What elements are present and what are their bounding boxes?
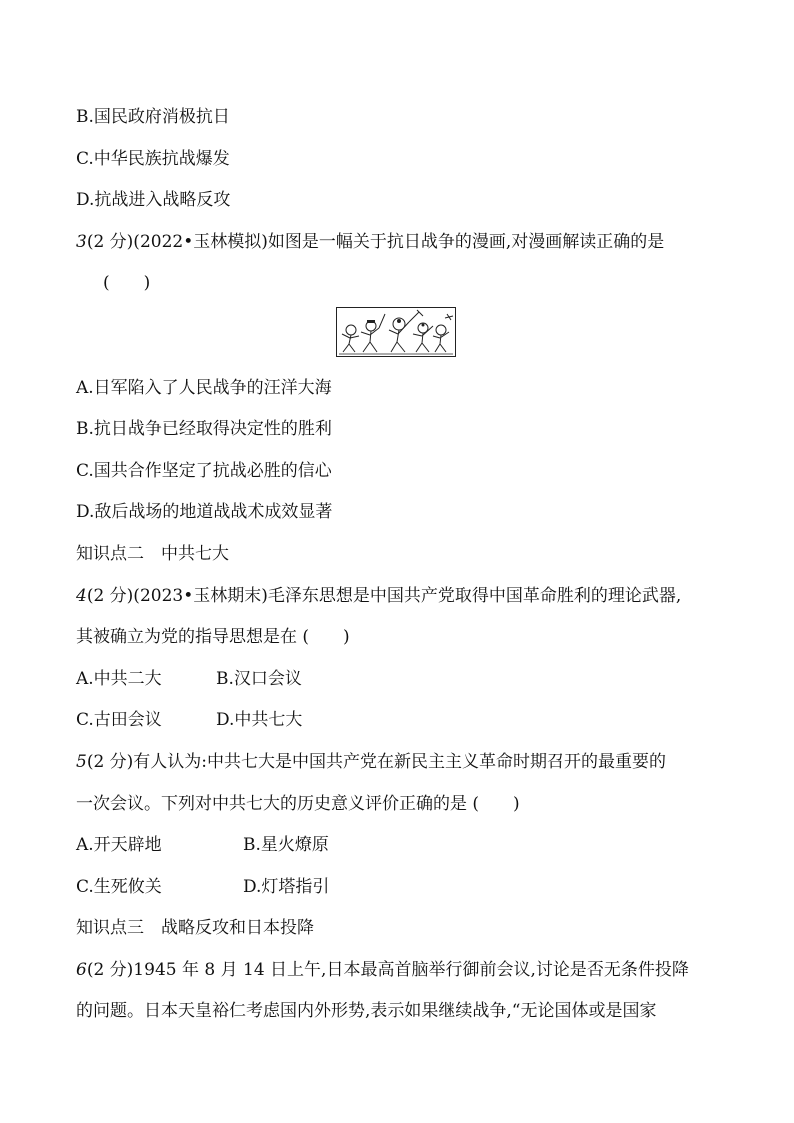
option-d-q4: D.中共七大 [216,710,303,730]
question-6 [76,959,689,981]
section-heading-2: 知识点二 中共七大 [76,544,229,564]
question-text: (2 分)(2022•玉林模拟)如图是一幅关于抗日战争的漫画,对漫画解读正确的是 [86,232,665,252]
question-text: (2 分)(2023•玉林期末)毛泽东思想是中国共产党取得中国革命胜利的理论武器, [86,586,682,606]
option-d-q2: D.抗战进入战略反攻 [76,190,231,210]
answer-paren-q4: ( ) [302,627,350,647]
option-a-q5: A.开天辟地 [76,835,162,855]
question-number: 6 [76,960,87,980]
option-d-q3: D.敌后战场的地道战战术成效显著 [76,502,333,522]
option-d-q5: D.灯塔指引 [243,877,330,897]
option-c-q2: C.中华民族抗战爆发 [76,149,230,169]
option-c-q3: C.国共合作坚定了抗战必胜的信心 [76,461,332,481]
question-text: 其被确立为党的指导思想是在 [76,627,297,647]
cartoon-drawing [337,308,455,356]
question-number: 4 [76,586,87,606]
question-number: 5 [76,752,87,772]
question-number: 3 [76,232,87,252]
question-3 [76,231,664,253]
option-b-q2: B.国民政府消极抗日 [76,107,230,127]
question-text: 一次会议。下列对中共七大的历史意义评价正确的是 [76,794,467,814]
question-text: (2 分)有人认为:中共七大是中国共产党在新民主主义革命时期召开的最重要的 [86,752,667,772]
question-text: (2 分)1945 年 8 月 14 日上午,日本最高首脑举行御前会议,讨论是否无条件投降 [86,960,689,980]
option-b-q5: B.星火燎原 [243,835,329,855]
option-a-q4: A.中共二大 [76,669,162,689]
question-4 [76,585,681,607]
cartoon-image [336,307,456,357]
option-c-q5: C.生死攸关 [76,877,162,897]
option-c-q4: C.古田会议 [76,710,162,730]
question-6-line2: 的问题。日本天皇裕仁考虑国内外形势,表示如果继续战争,“无论国体或是国家 [76,1001,657,1021]
option-a-q3: A.日军陷入了人民战争的汪洋大海 [76,378,332,398]
option-b-q4: B.汉口会议 [216,669,302,689]
question-4-line2 [76,626,350,648]
question-5 [76,751,666,773]
option-b-q3: B.抗日战争已经取得决定性的胜利 [76,419,332,439]
question-5-line2 [76,793,520,815]
section-heading-3: 知识点三 战略反攻和日本投降 [76,918,314,938]
answer-paren-q3: ( ) [103,273,151,293]
answer-paren-q5: ( ) [472,794,520,814]
